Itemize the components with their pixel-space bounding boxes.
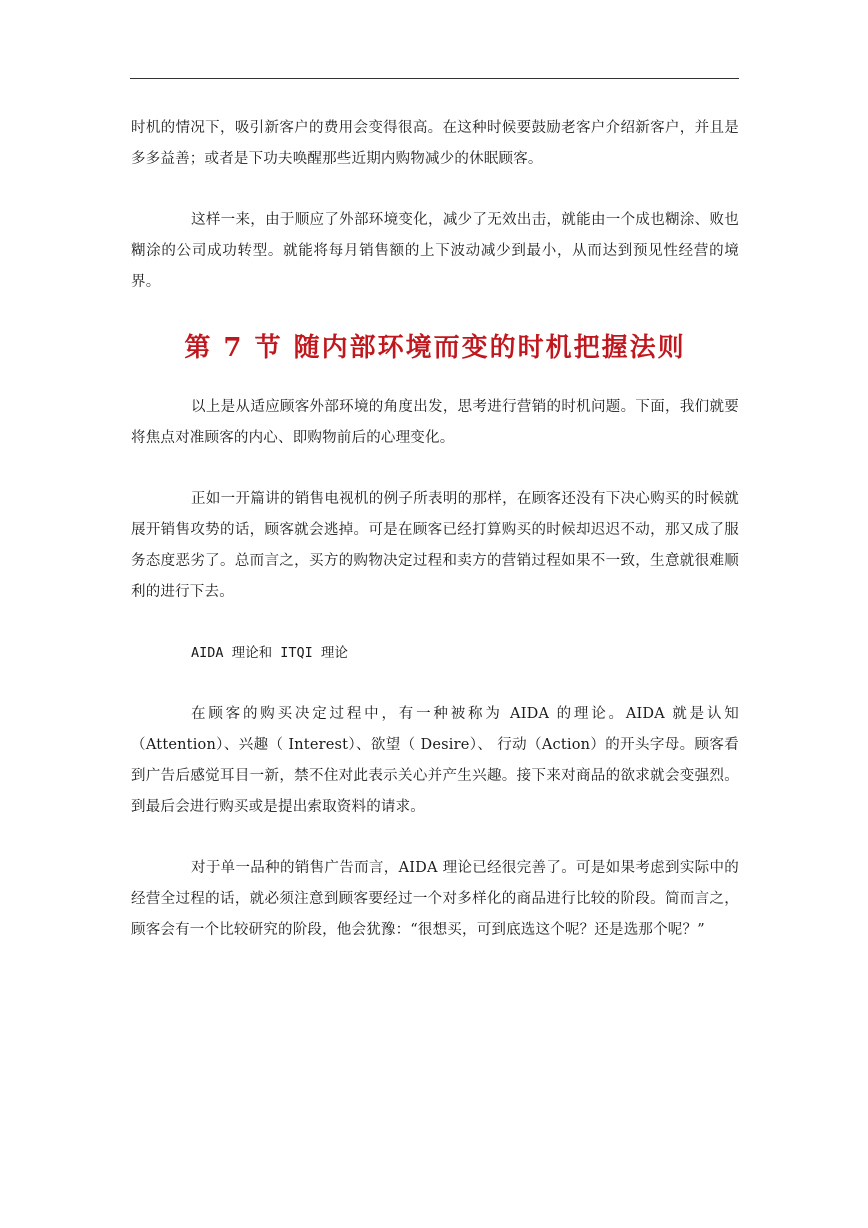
paragraph: 正如一开篇讲的销售电视机的例子所表明的那样，在顾客还没有下决心购买的时候就展开销售攻势的话，顾客就会逃掉。可是在顾客已经打算购买的时候却迟迟不动，那又成了服务态度恶劣了。总而言之，买方的购物决定过程和卖方的营销过程如果不一致，生意就很难顺利的进行下去。: [131, 491, 739, 600]
paragraph: 这样一来，由于顺应了外部环境变化，减少了无效出击，就能由一个成也糊涂、败也糊涂的公司成功转型。就能将每月销售额的上下波动减少到最小，从而达到预见性经营的境界。: [131, 212, 739, 290]
paragraph: 以上是从适应顾客外部环境的角度出发，思考进行营销的时机问题。下面，我们就要将焦点对准顾客的内心、即购物前后的心理变化。: [131, 399, 739, 446]
section-title: 第 7 节 随内部环境而变的时机把握法则: [184, 333, 686, 363]
header-rule: [130, 78, 739, 79]
paragraph: 在顾客的购买决定过程中，有一种被称为 AIDA 的理论。AIDA 就是认知（Attention）、兴趣（ Interest）、欲望（ Desire）、 行动（Action）的开头字母。顾客看到广告后感觉耳目一新，禁不住对此表示关心并产生兴趣。接下来对商品的欲求就会变强烈。到最后会进行购买或是提出索取资料的请求。: [131, 706, 739, 815]
subheading: AIDA 理论和 ITQI 理论: [191, 645, 348, 661]
paragraph: 对于单一品种的销售广告而言，AIDA 理论已经很完善了。可是如果考虑到实际中的经营全过程的话，就必须注意到顾客要经过一个对多样化的商品进行比较的阶段。简而言之，顾客会有一个比较研究的阶段，他会犹豫：“很想买，可到底选这个呢？还是选那个呢？”: [131, 860, 739, 938]
paragraph-continuation: 时机的情况下，吸引新客户的费用会变得很高。在这种时候要鼓励老客户介绍新客户，并且是多多益善；或者是下功夫唤醒那些近期内购物减少的休眠顾客。: [131, 120, 739, 167]
document-body: [131, 113, 739, 946]
